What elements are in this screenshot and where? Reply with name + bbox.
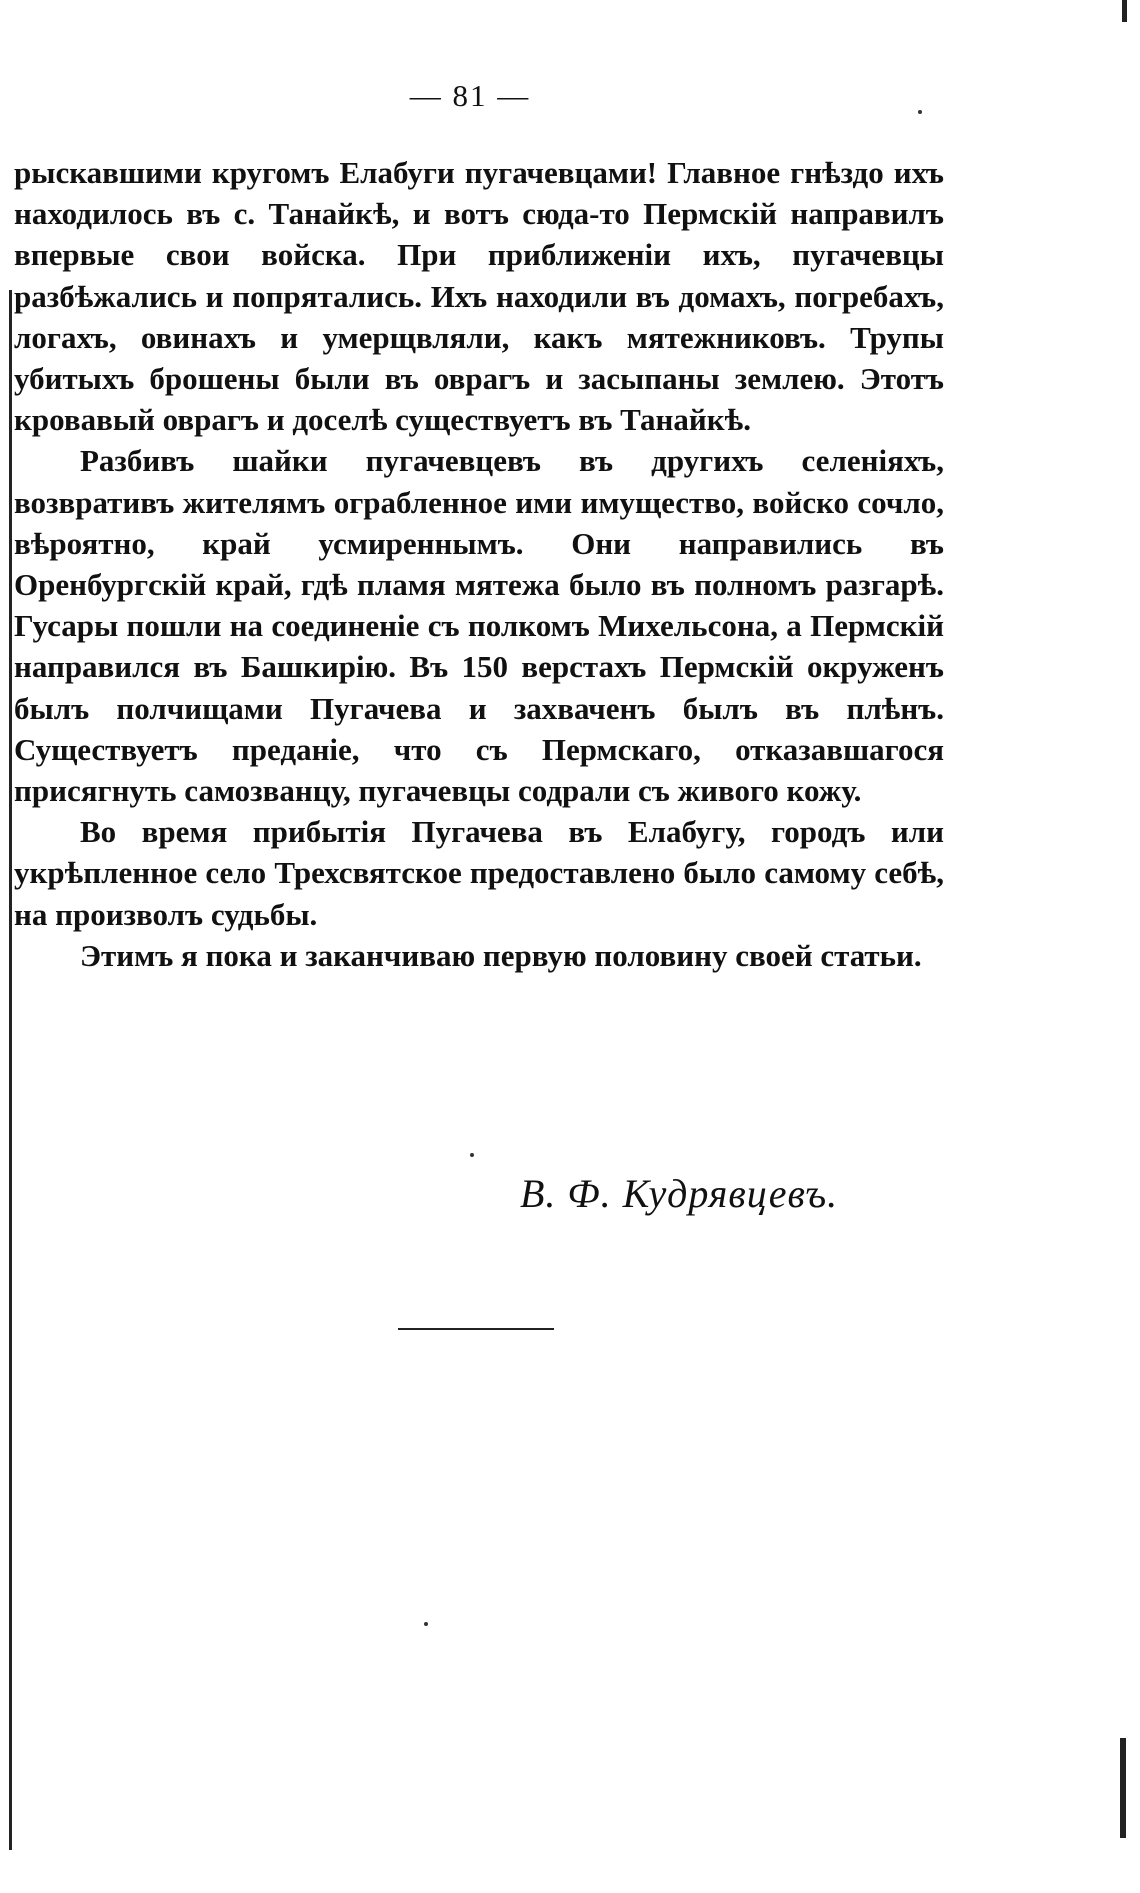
paragraph-4: Этимъ я пока и заканчиваю первую половину своей статьи. bbox=[80, 937, 922, 973]
edge-mark-top bbox=[1122, 0, 1127, 22]
page-number: — 81 — bbox=[409, 78, 531, 113]
paragraph-3: Во время прибытія Пугачева въ Елабугу, городъ или укрѣпленное село Трехсвятское предоставлено было самому себѣ, на произволъ судьбы. bbox=[14, 814, 944, 932]
article-body bbox=[14, 152, 944, 976]
speck bbox=[918, 110, 922, 114]
author-signature: В. Ф. Кудрявцевъ. bbox=[520, 1171, 839, 1216]
paragraph-2: Разбивъ шайки пугачевцевъ въ другихъ селеніяхъ, возвративъ жителямъ ограбленное ими имущество, войско сочло, вѣроятно, край усмиреннымъ. Они направились въ Оренбургскій край, гдѣ пламя мятежа было въ полномъ разгарѣ. Гусары пошли на соединеніе съ полкомъ Михельсона, а Пермскій направился въ Башкирію. Въ 150 верстахъ Пермскій окруженъ былъ полчищами Пугачева и захваченъ былъ въ плѣнъ. Существуетъ преданіе, что съ Пермскаго, отказавшагося присягнуть самозванцу, пугачевцы содрали съ живого кожу. bbox=[14, 443, 944, 809]
edge-mark-bottom bbox=[1120, 1738, 1126, 1838]
left-margin-rule bbox=[9, 290, 12, 1850]
speck bbox=[424, 1622, 428, 1626]
end-divider bbox=[398, 1328, 554, 1330]
paragraph-1: рыскавшими кругомъ Елабуги пугачевцами! Главное гнѣздо ихъ находилось въ с. Танайкѣ, и вотъ сюда-то Пермскій направилъ впервые свои войска. При приближеніи ихъ, пугачевцы разбѣжались и попрятались. Ихъ находили въ домахъ, погребахъ, логахъ, овинахъ и умерщвляли, какъ мятежниковъ. Трупы убитыхъ брошены были въ оврагъ и засыпаны землею. Этотъ кровавый оврагъ и доселѣ существуетъ въ Танайкѣ. bbox=[14, 155, 944, 438]
speck bbox=[470, 1153, 474, 1157]
